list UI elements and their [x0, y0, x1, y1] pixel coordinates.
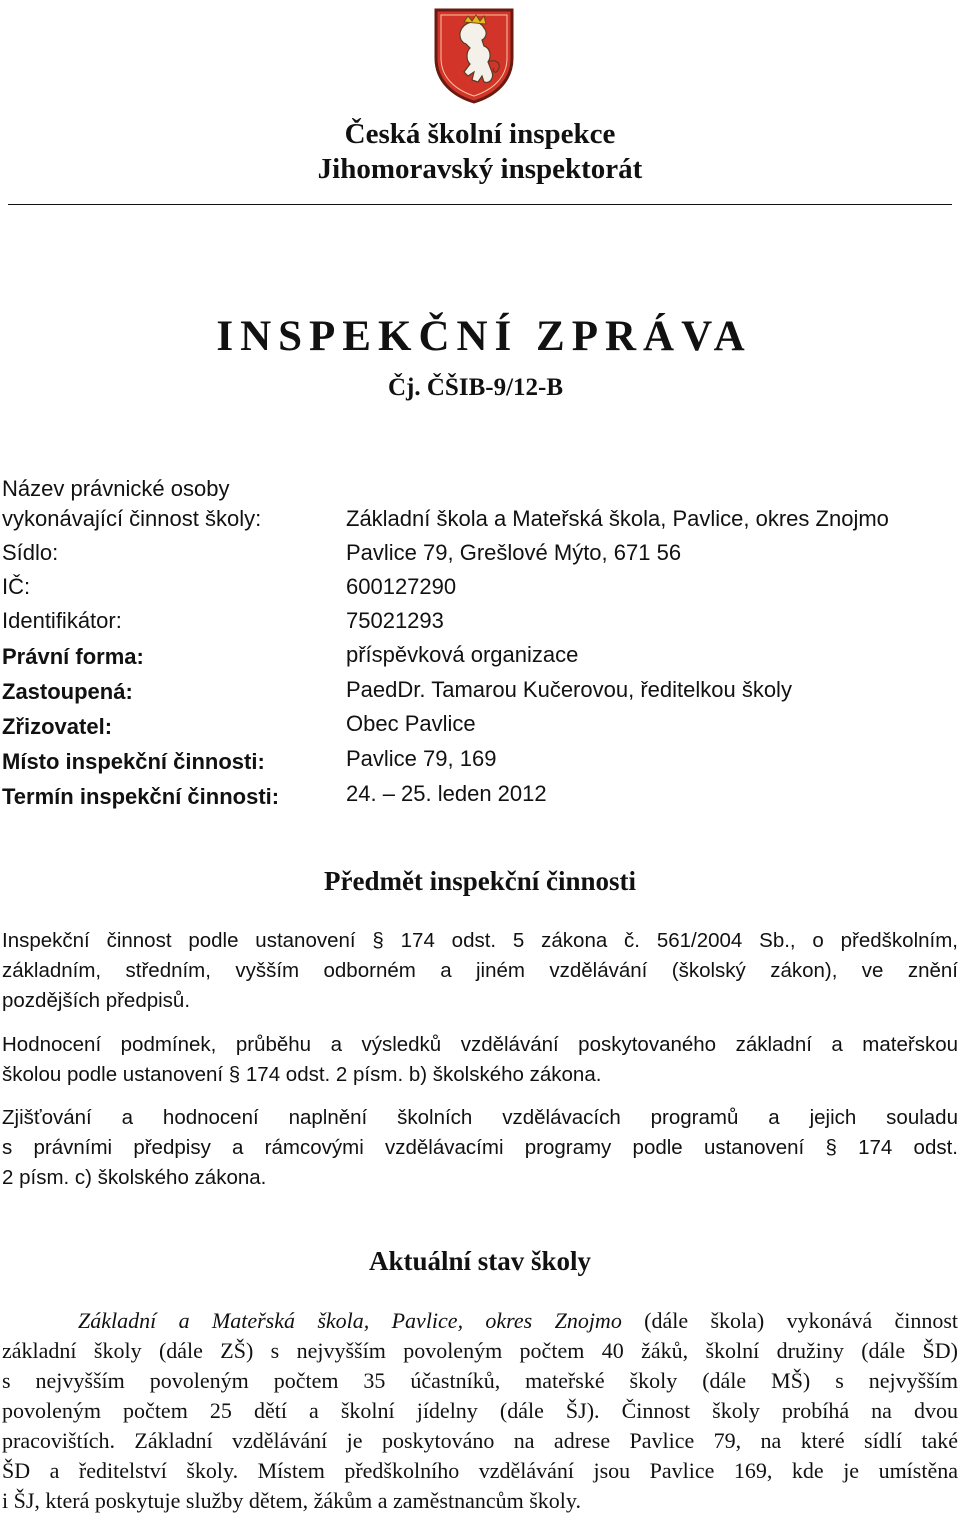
text-line: pozdějších předpisů. [2, 989, 191, 1012]
text-line: 2 písm. c) školského zákona. [2, 1166, 267, 1189]
name-label-line1: Název právnické osoby [2, 476, 230, 501]
legal-form-label: Právní forma: [2, 644, 144, 669]
represented-value: PaedDr. Tamarou Kučerovou, ředitelkou školy [346, 677, 792, 702]
reference-number: Čj. ČŠIB-9/12-B [388, 374, 564, 401]
text-fragment: (dále škola) vykonává činnost [621, 1308, 958, 1333]
text-line [2, 1306, 958, 1336]
inspectorate-name: Česká školní inspekce [344, 118, 616, 150]
name-label-line2: vykonávající činnost školy: [2, 506, 262, 531]
identifier-label: Identifikátor: [2, 608, 122, 633]
text-line: pracovištích. Základní vzdělávání je poskytováno na adrese Pavlice 79, na které sídlí také [2, 1428, 958, 1453]
seat-value: Pavlice 79, Grešlové Mýto, 671 56 [346, 540, 682, 565]
ic-label: IČ: [2, 574, 31, 599]
subject-paragraph-1 [2, 926, 958, 1016]
represented-label: Zastoupená: [2, 679, 133, 704]
text-line: Zjišťování a hodnocení naplnění školních vzdělávacích programů a jejich souladu [2, 1106, 958, 1129]
document-title: INSPEKČNÍ ZPRÁVA [216, 313, 752, 360]
founder-label: Zřizovatel: [2, 714, 113, 739]
subject-paragraph-3 [2, 1103, 958, 1193]
text-line: ŠD a ředitelství školy. Místem předškolního vzdělávání jsou Pavlice 169, kde je umístěna [2, 1458, 958, 1483]
identifier-value: 75021293 [346, 608, 444, 633]
coat-of-arms-icon [432, 6, 516, 104]
seat-label: Sídlo: [2, 540, 59, 565]
text-line: s právními předpisy a rámcovými vzdělávacími programy podle ustanovení § 174 odst. [2, 1136, 958, 1159]
text-line: Inspekční činnost podle ustanovení § 174 odst. 5 zákona č. 561/2004 Sb., o předškolním, [2, 929, 958, 952]
text-line: základním, středním, vyšším odborném a jiném vzdělávání (školský zákon), ve znění [2, 959, 958, 982]
status-heading: Aktuální stav školy [368, 1246, 592, 1276]
legal-form-value: příspěvková organizace [346, 642, 579, 667]
inspection-place-label: Místo inspekční činnosti: [2, 749, 265, 774]
text-line: základní školy (dále ZŠ) s nejvyšším povoleným počtem 40 žáků, školní družiny (dále ŠD) [2, 1338, 958, 1363]
founder-value: Obec Pavlice [346, 711, 476, 736]
text-line: Hodnocení podmínek, průběhu a výsledků vzdělávání poskytovaného základní a mateřskou [2, 1033, 958, 1056]
inspectorate-region: Jihomoravský inspektorát [317, 153, 643, 185]
subject-heading: Předmět inspekční činnosti [323, 866, 636, 896]
school-name-italic: Základní a Mateřská škola, Pavlice, okres Znojmo [78, 1308, 622, 1333]
inspection-term-value: 24. – 25. leden 2012 [346, 781, 547, 806]
text-line: školou podle ustanovení § 174 odst. 2 písm. b) školského zákona. [2, 1063, 602, 1086]
text-line: s nejvyšším povoleným počtem 35 účastníků, mateřské školy (dále MŠ) s nejvyšším [2, 1368, 958, 1393]
name-value: Základní škola a Mateřská škola, Pavlice, okres Znojmo [346, 506, 889, 531]
status-paragraph [2, 1306, 958, 1516]
inspection-place-value: Pavlice 79, 169 [346, 746, 497, 771]
text-line: povoleným počtem 25 dětí a školní jídelny (dále ŠJ). Činnost školy probíhá na dvou [2, 1398, 958, 1423]
subject-paragraph-2 [2, 1030, 958, 1090]
text-line: i ŠJ, která poskytuje služby dětem, žákům a zaměstnancům školy. [2, 1488, 581, 1513]
header-divider [8, 204, 952, 205]
ic-value: 600127290 [346, 574, 457, 599]
inspection-term-label: Termín inspekční činnosti: [2, 784, 280, 809]
